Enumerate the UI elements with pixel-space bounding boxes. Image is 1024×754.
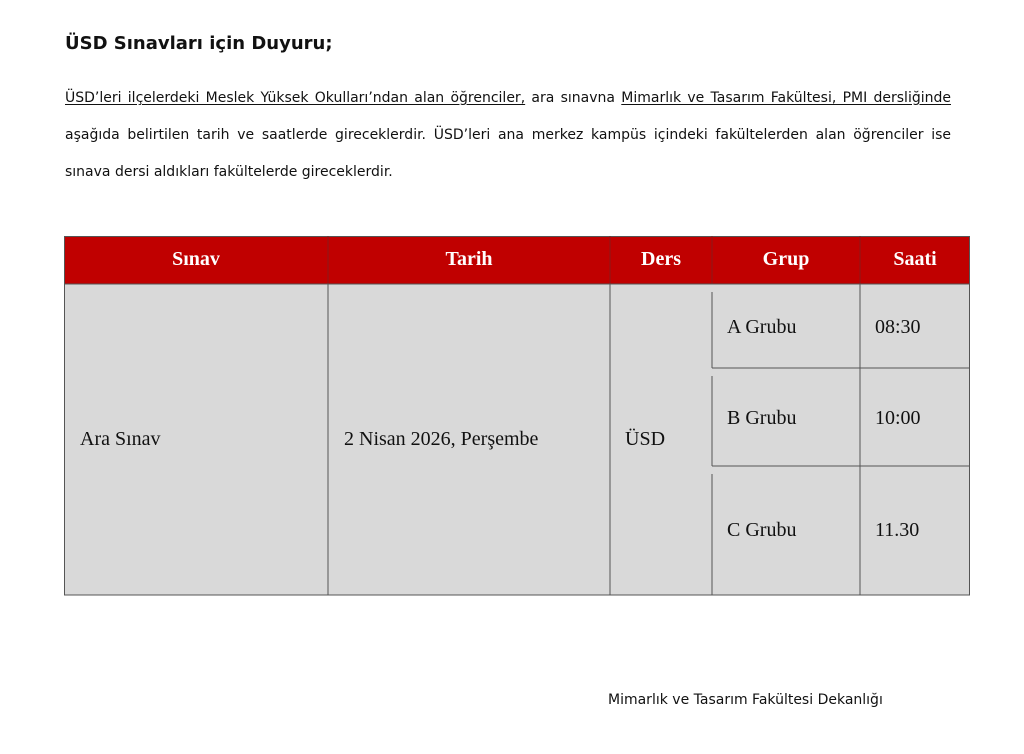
announcement-paragraph [65,80,951,191]
signature: Mimarlık ve Tasarım Fakültesi Dekanlığı [608,692,883,708]
paragraph-text-2: aşağıda belirtilen tarih ve saatlerde gireceklerdir. ÜSD’leri ana merkez kampüs içindeki fakültelerden alan öğrenciler ise sınava dersi aldıkları fakültelerde gireceklerdir. [65,127,951,180]
cell-saati-c: 11.30 [875,519,920,541]
cell-ders: ÜSD [625,428,666,450]
announcement-title: ÜSD Sınavları için Duyuru; [65,33,333,54]
exam-schedule-table [64,236,970,596]
cell-grup-a: A Grubu [727,316,797,338]
cell-tarih: 2 Nisan 2026, Perşembe [344,428,539,450]
header-grup: Grup [762,248,810,270]
header-ders: Ders [641,248,681,270]
paragraph-text-1: ara sınavna [525,90,622,106]
paragraph-underlined-students: ÜSD’leri ilçelerdeki Meslek Yüksek Okulları’ndan alan öğrenciler, [65,90,526,106]
header-sinav: Sınav [172,248,220,270]
cell-grup-b: B Grubu [727,407,797,429]
cell-grup-c: C Grubu [727,519,797,541]
table-grid [64,236,970,596]
cell-sinav: Ara Sınav [80,428,161,450]
cell-saati-a: 08:30 [875,316,921,338]
cell-saati-b: 10:00 [875,407,921,429]
header-saati: Saati [893,248,937,270]
header-tarih: Tarih [445,248,493,270]
paragraph-underlined-location: Mimarlık ve Tasarım Fakültesi, PMI dersliğinde [621,90,951,106]
